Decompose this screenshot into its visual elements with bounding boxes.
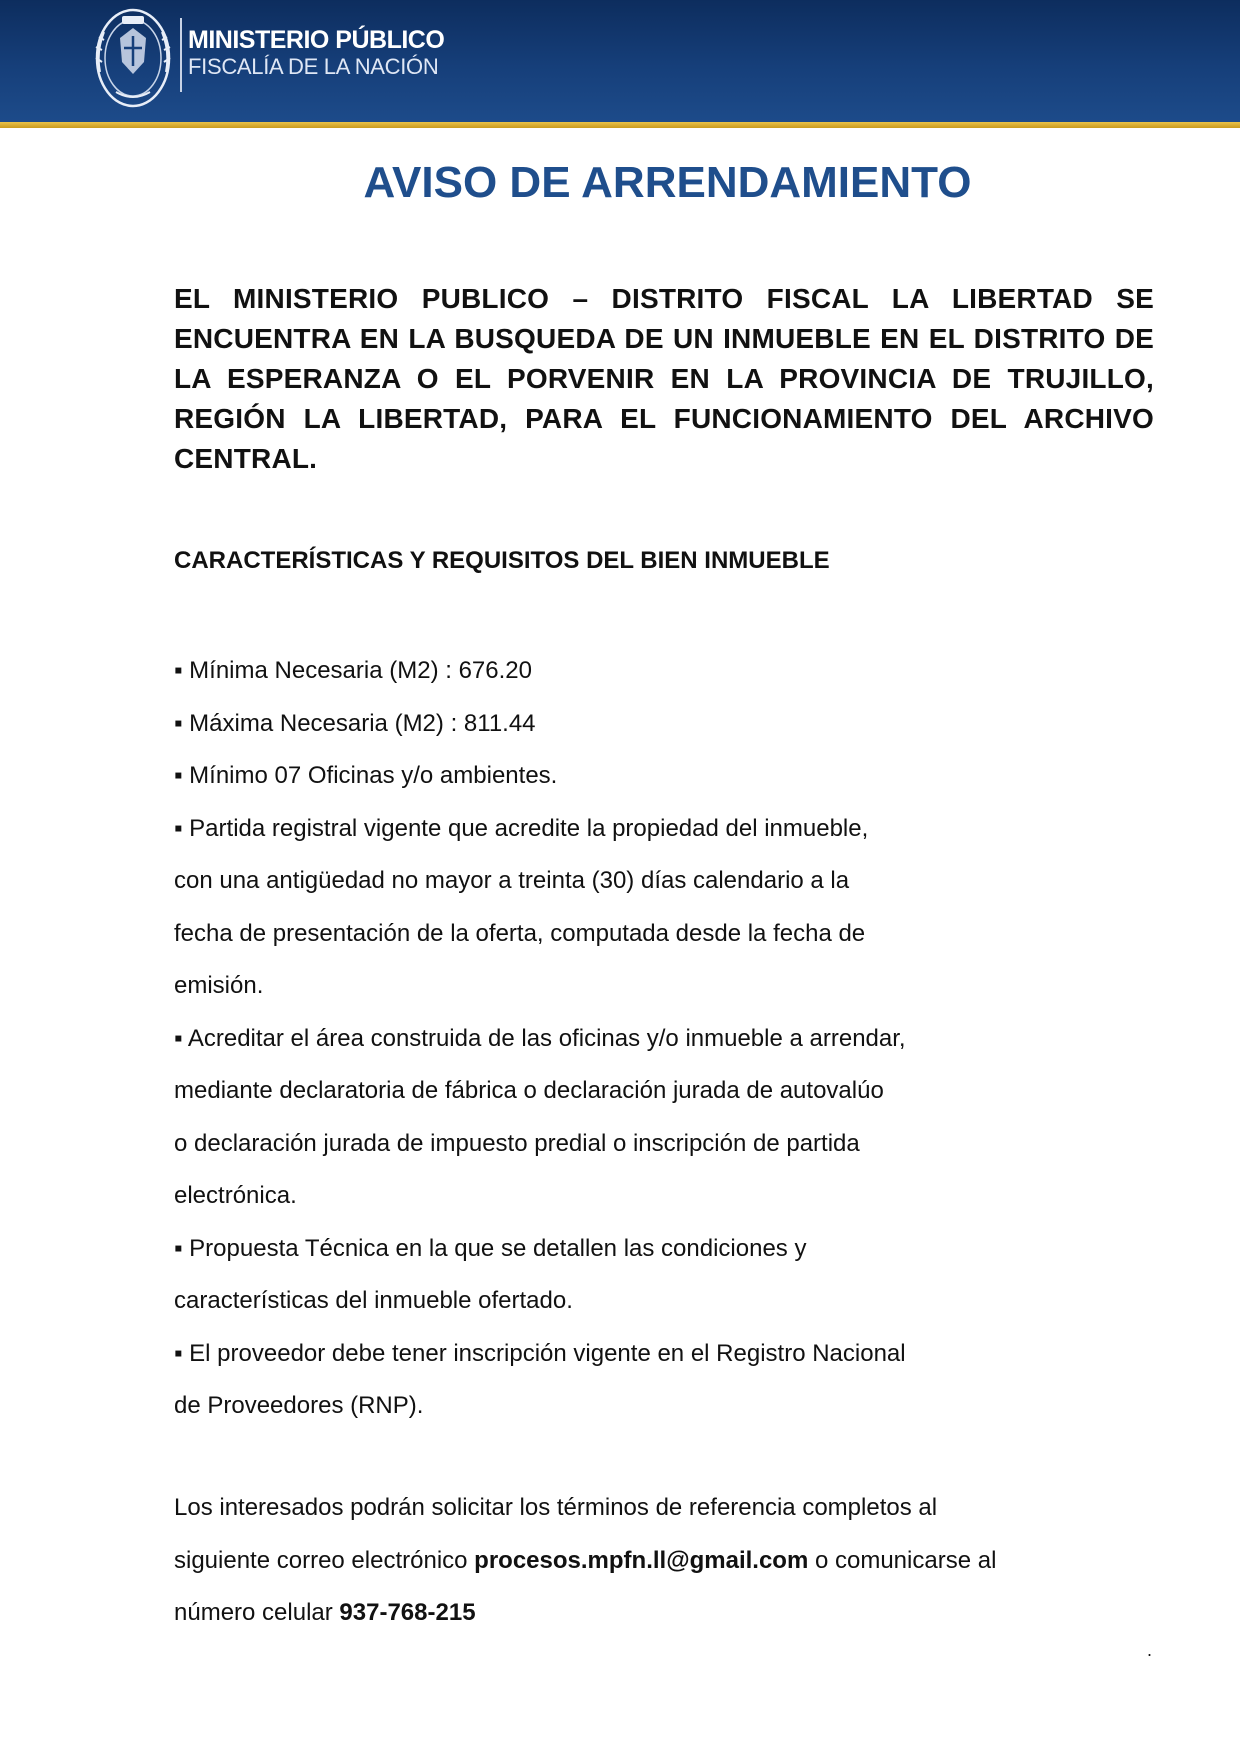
requirement-line: electrónica. [174, 1182, 297, 1209]
requirement-line: fecha de presentación de la oferta, computada desde la fecha de [174, 919, 866, 947]
requirement-line: emisión. [174, 972, 264, 999]
contact-text: o comunicarse al [808, 1546, 997, 1574]
ministry-seal-icon [88, 2, 178, 112]
page-title: AVISO DE ARRENDAMIENTO [363, 158, 972, 207]
list-item [174, 1223, 1074, 1328]
header-divider [180, 18, 182, 92]
requirement-line: ▪ El proveedor debe tener inscripción vigente en el Registro Nacional [174, 1339, 906, 1367]
header-gold-stripe [0, 122, 1240, 128]
contact-text: número celular [174, 1599, 340, 1626]
intro-paragraph: EL MINISTERIO PUBLICO – DISTRITO FISCAL LA LIBERTAD SE ENCUENTRA EN LA BUSQUEDA DE UN INMUEBLE EN EL DISTRITO DE LA ESPERANZA O EL PORVENIR EN LA PROVINCIA DE TRUJILLO, REGIÓN LA LIBERTAD, PARA EL FUNCIONAMIENTO DEL ARCHIVO CENTRAL. [174, 283, 1154, 474]
requirement-line: ▪ Propuesta Técnica en la que se detallen las condiciones y [174, 1234, 807, 1262]
contact-line [174, 1587, 1124, 1640]
list-item [174, 645, 1074, 698]
page-header [0, 0, 1240, 122]
requirement-line: características del inmueble ofertado. [174, 1287, 573, 1314]
contact-line: Los interesados podrán solicitar los términos de referencia completos al [174, 1494, 938, 1521]
requirement-line: mediante declaratoria de fábrica o declaración jurada de autovalúo [174, 1077, 884, 1104]
requirement-line: ▪ Acreditar el área construida de las oficinas y/o inmueble a arrendar, [174, 1024, 906, 1052]
brand-name: MINISTERIO PÚBLICO [188, 26, 445, 54]
requirement-line: ▪ Máxima Necesaria (M2) : 811.44 [174, 709, 536, 737]
requirement-line: ▪ Mínima Necesaria (M2) : 676.20 [174, 657, 532, 684]
contact-text: siguiente correo electrónico [174, 1546, 475, 1574]
requirement-line: de Proveedores (RNP). [174, 1392, 424, 1419]
list-item [174, 803, 1074, 1013]
footer-mark: . [1147, 1640, 1153, 1660]
brand-subtitle: FISCALÍA DE LA NACIÓN [188, 54, 439, 79]
section-heading: CARACTERÍSTICAS Y REQUISITOS DEL BIEN INMUEBLE [174, 547, 830, 574]
requirements-list [174, 645, 1074, 1433]
list-item [174, 1328, 1074, 1433]
requirement-line: con una antigüedad no mayor a treinta (30) días calendario a la [174, 867, 850, 894]
contact-line [174, 1535, 1124, 1588]
list-item [174, 698, 1074, 751]
requirement-line: ▪ Mínimo 07 Oficinas y/o ambientes. [174, 762, 558, 789]
list-item [174, 1013, 1074, 1223]
contact-phone: 937-768-215 [339, 1599, 476, 1626]
contact-paragraph [174, 1482, 1124, 1640]
list-item [174, 750, 1074, 803]
contact-email-link[interactable]: procesos.mpfn.ll@gmail.com [474, 1546, 809, 1574]
requirement-line: ▪ Partida registral vigente que acredite la propiedad del inmueble, [174, 814, 869, 842]
requirement-line: o declaración jurada de impuesto predial o inscripción de partida [174, 1129, 860, 1157]
